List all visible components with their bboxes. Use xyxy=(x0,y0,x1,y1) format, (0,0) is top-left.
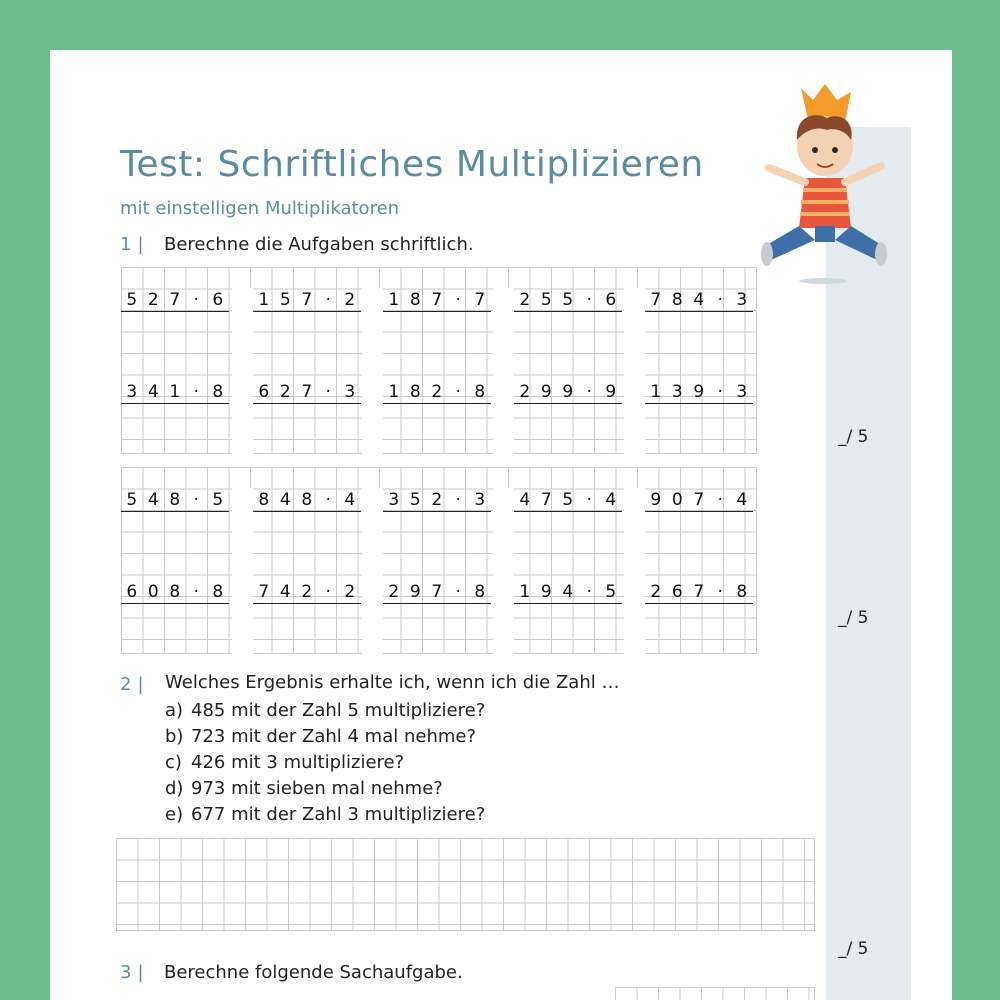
column-gap xyxy=(362,288,383,454)
task-2-item: b) 723 mit der Zahl 4 mal nehme? xyxy=(165,726,477,747)
score-field-2[interactable]: _/ 5 xyxy=(838,608,869,628)
column-gap xyxy=(232,488,253,654)
task-2-item: d) 973 mit sieben mal nehme? xyxy=(165,778,443,799)
multiplication-problem: 6 0 8 · 8 xyxy=(121,581,229,604)
task-1-number: 1 | xyxy=(120,234,144,255)
column-gap xyxy=(232,288,253,454)
column-gap xyxy=(624,488,645,654)
task-2-item: c) 426 mit 3 multipliziere? xyxy=(165,752,405,773)
task-2-answer-grid[interactable] xyxy=(116,838,815,931)
multiplication-problem: 1 8 2 · 8 xyxy=(383,381,491,404)
multiplication-problem: 4 7 5 · 4 xyxy=(514,489,622,512)
worksheet-page xyxy=(50,50,952,1000)
task-2-heading xyxy=(120,674,164,695)
page-subtitle: mit einstelligen Multiplikatoren xyxy=(120,198,400,219)
multiplication-problem: 1 3 9 · 3 xyxy=(645,381,753,404)
column-gap xyxy=(493,288,514,454)
task-2-question-list xyxy=(165,698,485,828)
column-gap xyxy=(624,288,645,454)
score-field-1[interactable]: _/ 5 xyxy=(838,427,869,447)
task-2-intro: Welches Ergebnis erhalte ich, wenn ich die Zahl … xyxy=(165,672,620,693)
task-3-answer-grid[interactable] xyxy=(615,987,815,1000)
multiplication-problem: 8 4 8 · 4 xyxy=(253,489,361,512)
score-field-3[interactable]: _/ 5 xyxy=(838,939,869,959)
multiplication-problem: 1 9 4 · 5 xyxy=(514,581,622,604)
task-1-heading xyxy=(120,234,474,255)
task-2-number: 2 | xyxy=(120,674,144,695)
multiplication-problem: 7 8 4 · 3 xyxy=(645,289,753,312)
multiplication-problem: 3 4 1 · 8 xyxy=(121,381,229,404)
multiplication-problem: 1 5 7 · 2 xyxy=(253,289,361,312)
task-3-heading xyxy=(120,962,463,983)
multiplication-problem: 5 2 7 · 6 xyxy=(121,289,229,312)
multiplication-problem: 6 2 7 · 3 xyxy=(253,381,361,404)
boy-with-crown-illustration xyxy=(755,78,895,288)
multiplication-problem: 1 8 7 · 7 xyxy=(383,289,491,312)
page-title: Test: Schriftliches Multiplizieren xyxy=(120,144,704,185)
multiplication-problem: 7 4 2 · 2 xyxy=(253,581,361,604)
multiplication-problem: 2 9 9 · 9 xyxy=(514,381,622,404)
multiplication-problem: 9 0 7 · 4 xyxy=(645,489,753,512)
multiplication-problem: 2 5 5 · 6 xyxy=(514,289,622,312)
multiplication-problem: 2 9 7 · 8 xyxy=(383,581,491,604)
task-2-item: e) 677 mit der Zahl 3 multipliziere? xyxy=(165,804,486,825)
task-1-instruction: Berechne die Aufgaben schriftlich. xyxy=(164,234,474,255)
task-3-instruction: Berechne folgende Sachaufgabe. xyxy=(164,962,463,983)
task-3-number: 3 | xyxy=(120,962,144,983)
multiplication-problem: 2 6 7 · 8 xyxy=(645,581,753,604)
multiplication-problem: 5 4 8 · 5 xyxy=(121,489,229,512)
column-gap xyxy=(493,488,514,654)
multiplication-problem: 3 5 2 · 3 xyxy=(383,489,491,512)
task-2-item: a) 485 mit der Zahl 5 multipliziere? xyxy=(165,700,486,721)
column-gap xyxy=(362,488,383,654)
